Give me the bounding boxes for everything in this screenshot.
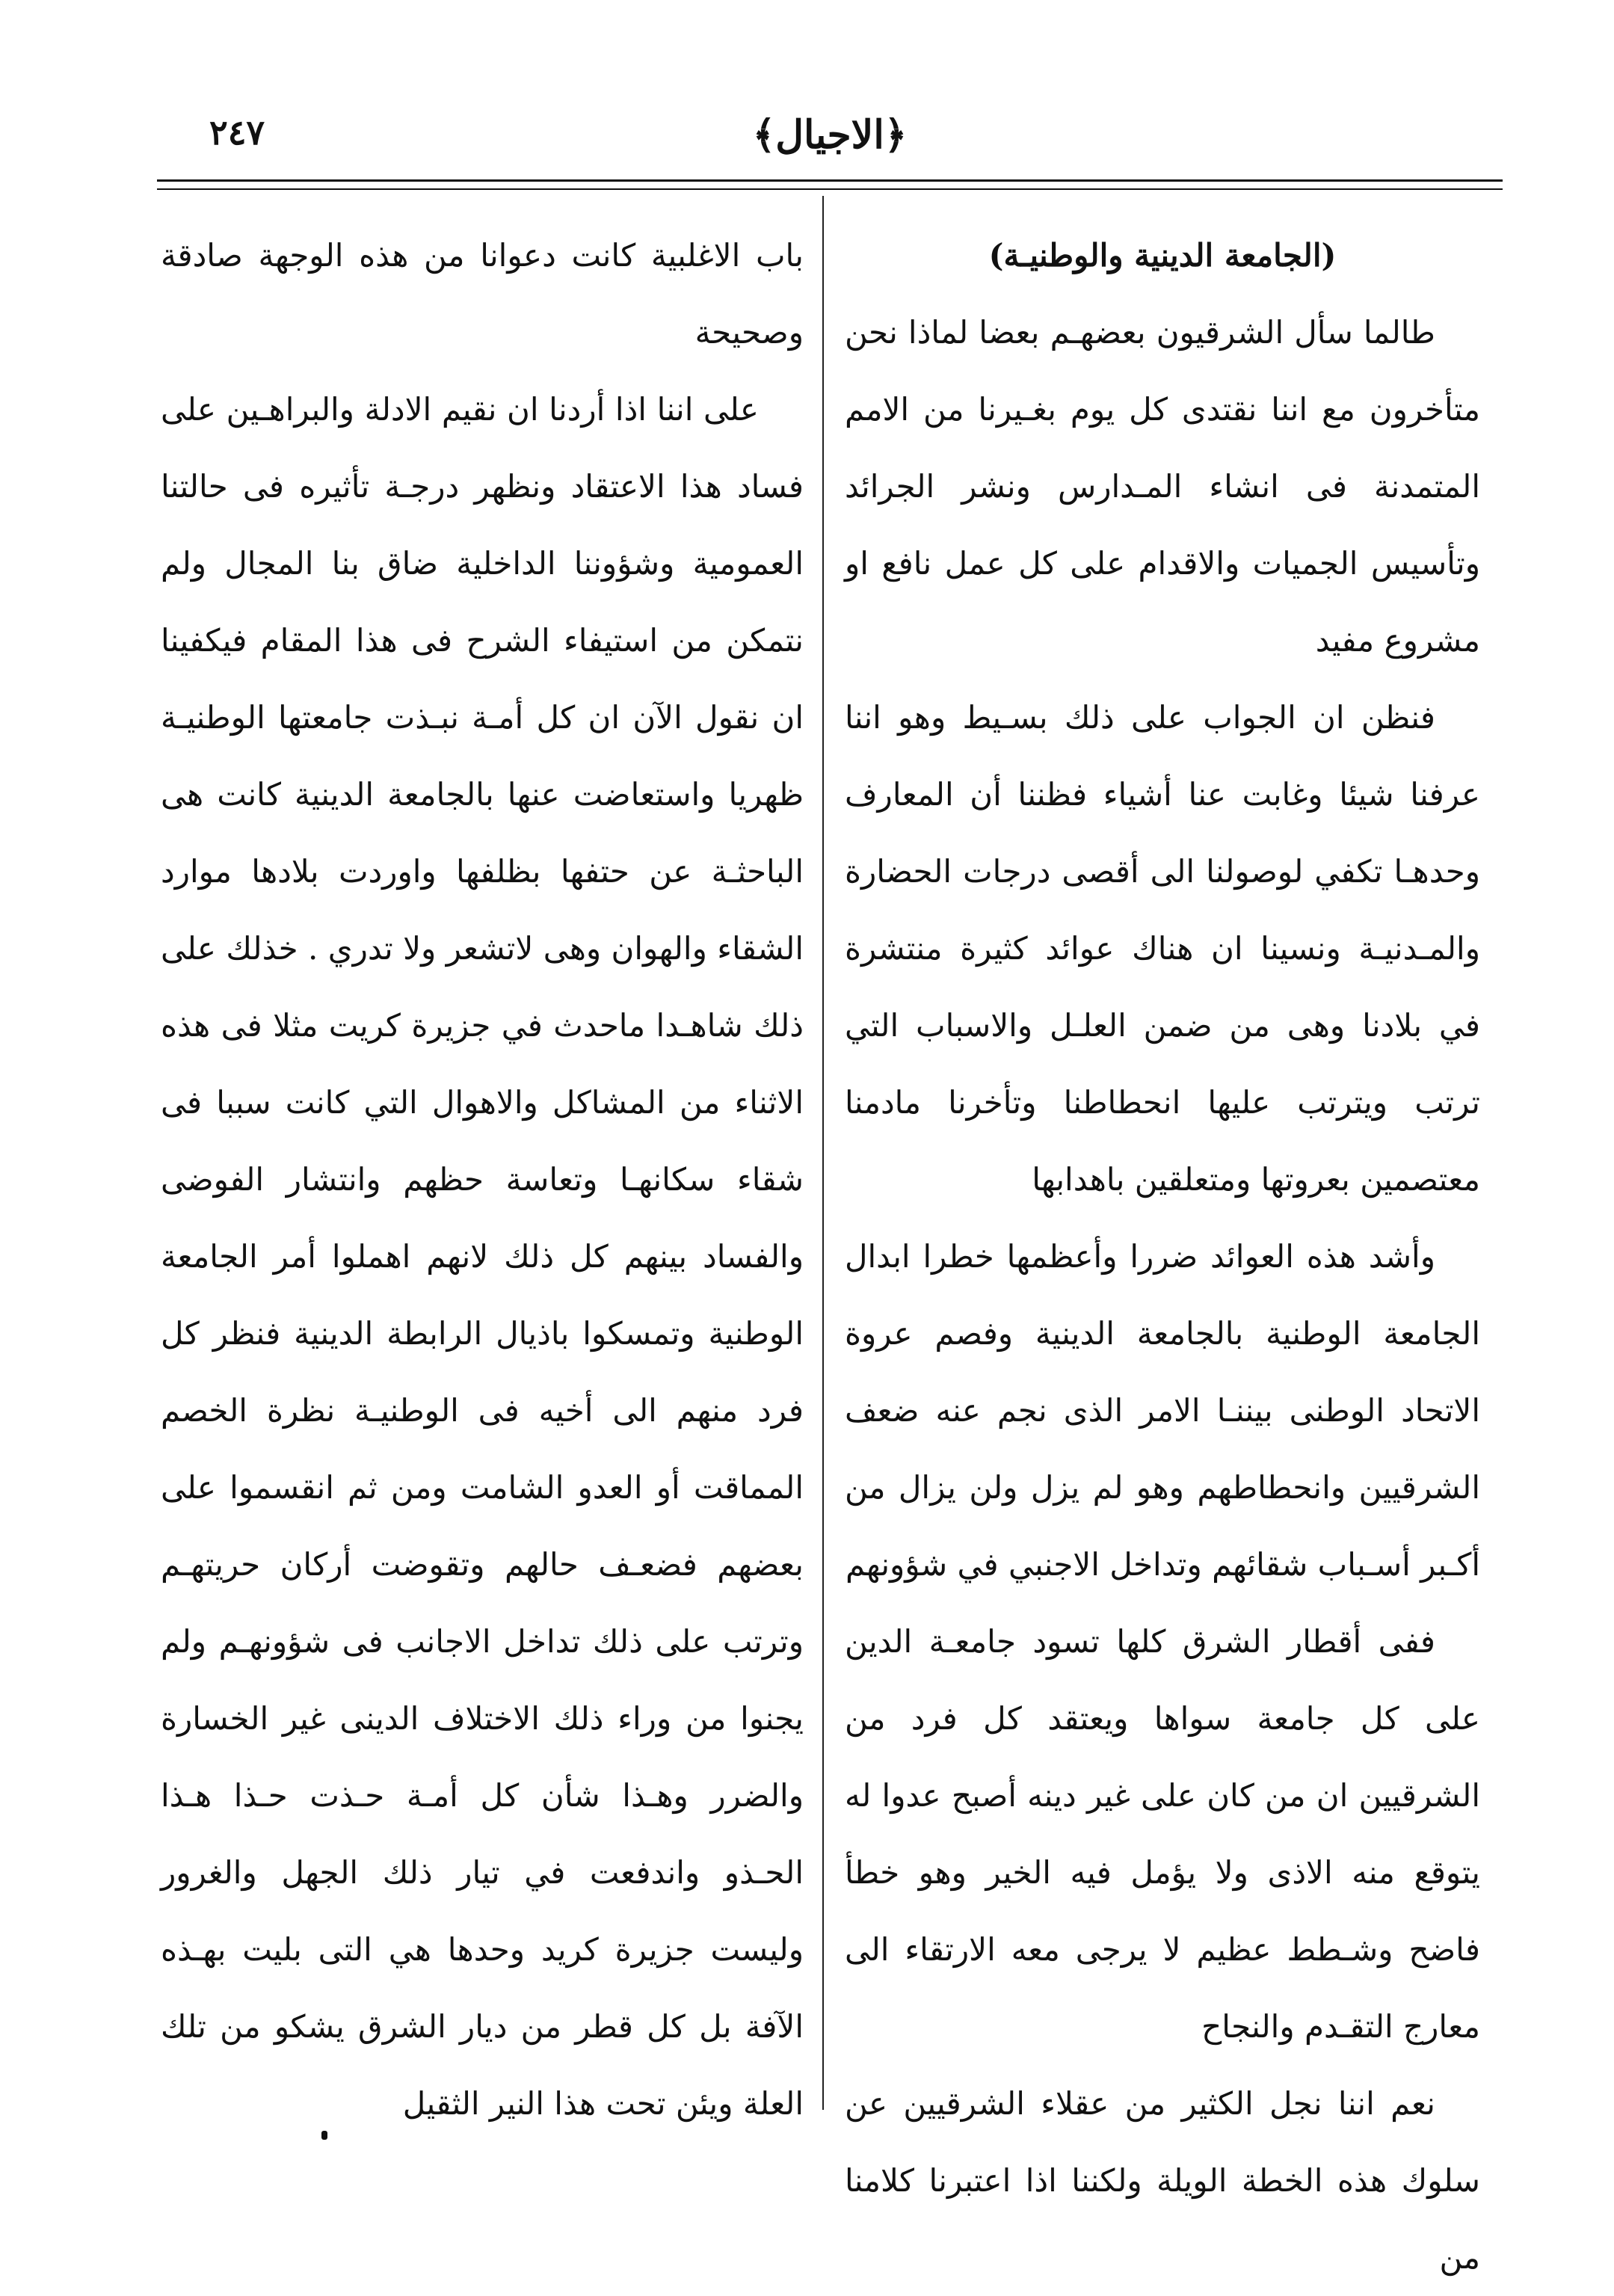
- page-number: ٢٤٧: [209, 112, 265, 153]
- column-divider: [822, 196, 824, 2110]
- paragraph: على اننا اذا أردنا ان نقيم الادلة والبراهـين على فساد هذا الاعتقاد ونظهر درجـة تأثيره فى حالتنا العمومية وشؤوننا الداخلية ضاق بنا المجال ولم نتمكن من استيفاء الشرح فى هذا المقام فيكفينا ان نقول الآن ان كل أمـة نبـذت جامعتها الوطنيـة ظهريا واستعاضت عنها بالجامعة الدينية كانت هى الباحثـة عن حتفها بظلفها واوردت بلادها موارد الشقاء والهوان وهى لاتشعر ولا تدري . خذلك على ذلك شاهـدا ماحدث في جزيرة كريت مثلا فى هذه الاثناء من المشاكل والاهوال التي كانت سببا فى شقاء سكانهـا وتعاسة حظهم وانتشار الفوضى والفساد بينهم كل ذلك لانهم اهملوا أمر الجامعة الوطنية وتمسكوا باذيال الرابطة الدينية فنظر كل فرد منهم الى أخيه فى الوطنيـة نظرة الخصم المماقت أو العدو الشامت ومن ثم انقسموا على بعضهم فضعـف حالهم وتقوضت أركان حريتهـم وترتب على ذلك تداخل الاجانب فى شؤونهـم ولم يجنوا من وراء ذلك الاختلاف الدينى غير الخسارة والضرر وهـذا شأن كل أمـة حـذت حـذا هـذا الحـذو واندفعت في تيار ذلك الجهل والغرور وليست جزيرة كريد وحدها هي التى بليت بهـذه الآفة بل كل قطر من ديار الشرق يشكو من تلك العلة ويئن تحت هذا النير الثقيل: [161, 391, 804, 2122]
- ink-mark: [321, 2131, 327, 2140]
- paragraph: باب الاغلبية كانت دعوانا من هذه الوجهة صادقة وصحيحة: [161, 237, 804, 351]
- paragraph: نعم اننا نجل الكثير من عقلاء الشرقيين عن سلوك هذه الخطة الويلة ولكننا اذا اعتبرنا كلامنا من: [845, 2085, 1480, 2276]
- running-title: ﴿الاجيال﴾: [752, 112, 908, 158]
- paragraph: وأشد هذه العوائد ضررا وأعظمها خطرا ابدال الجامعة الوطنية بالجامعة الدينية وفصم عروة الاتحاد الوطنى بيننـا الامر الذى نجم عنه ضعف الشرقيين وانحطاطهم وهو لم يزل ولن يزال من أكـبر أسـباب شقائهم وتداخل الاجنبي في شؤونهم: [845, 1238, 1480, 1583]
- paragraph: فنظن ان الجواب على ذلك بسـيط وهو اننا عرفنا شيئا وغابت عنا أشياء فظننا أن المعارف وحدهـا تكفي لوصولنا الى أقصى درجات الحضارة والمـدنيـة ونسينا ان هناك عوائد كثيرة منتشرة في بلادنا وهى من ضمن العلـل والاسباب التي ترتب ويترتب عليها انحطاطنا وتأخرنا مادمنا معتصمين بعروتها ومتعلقين باهدابها: [845, 699, 1480, 1198]
- right-column: [845, 217, 1480, 2296]
- page-header: [150, 112, 1510, 172]
- left-column: [161, 217, 804, 2142]
- paragraph: طالما سأل الشرقيون بعضهـم بعضا لماذا نحن متأخرون مع اننا نقتدى كل يوم بغـيرنا من الامم المتمدنة فى انشاء المـدارس ونشر الجرائد وتأسيس الجميات والاقدام على كل عمل نافع او مشروع مفيد: [845, 314, 1480, 659]
- header-rule-top: [157, 179, 1503, 182]
- header-rule-bottom: [157, 188, 1503, 190]
- article-title: (الجامعة الدينية والوطنيـة): [988, 237, 1337, 274]
- paragraph: ففى أقطار الشرق كلها تسود جامعـة الدين على كل جامعة سواها ويعتقد كل فرد من الشرقيين ان من كان على غير دينه أصبح عدوا له يتوقع منه الاذى ولا يؤمل فيه الخير وهو خطأ فاضح وشـطط عظيم لا يرجى معه الارتقاء الى معارج التقـدم والنجاح: [845, 1623, 1480, 2045]
